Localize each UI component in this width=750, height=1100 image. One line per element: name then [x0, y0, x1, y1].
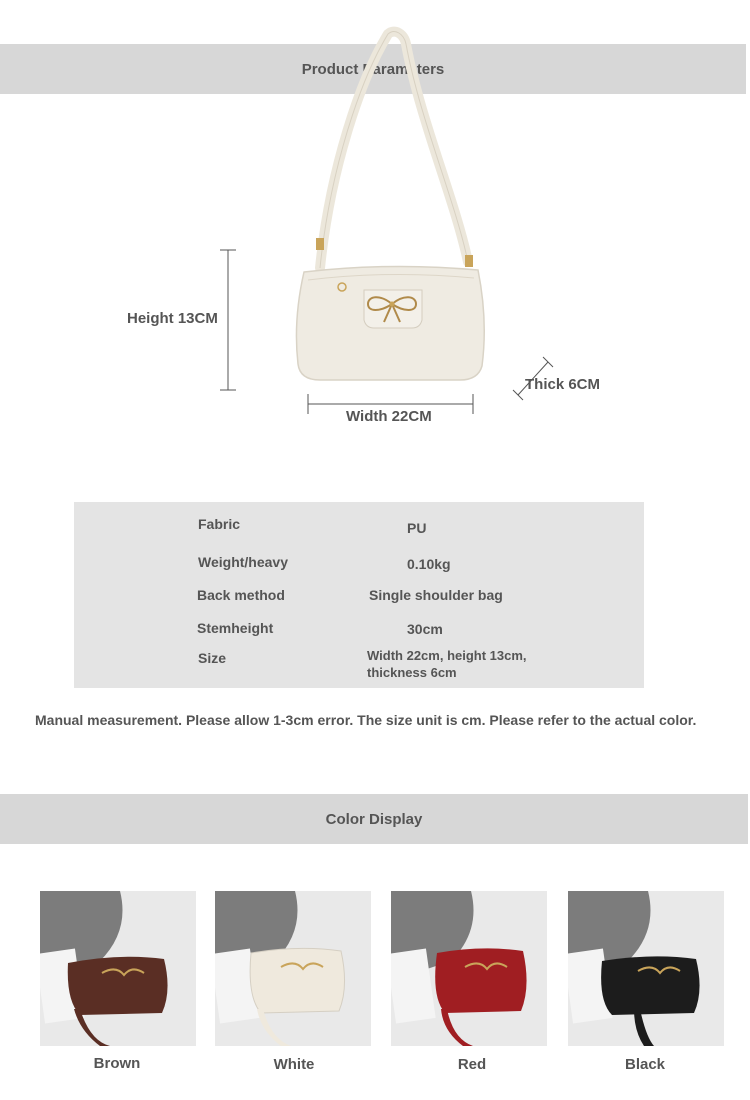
param-value: PU: [407, 520, 427, 536]
color-name: White: [273, 1056, 315, 1073]
height-label: Height 13CM: [127, 310, 218, 327]
bag-photo: [215, 891, 371, 1046]
width-label: Width 22CM: [346, 408, 432, 425]
color-swatch-black[interactable]: [568, 891, 724, 1046]
bag-photo: [568, 891, 724, 1046]
section-title: Color Display: [325, 810, 423, 828]
color-name: Brown: [93, 1055, 141, 1072]
color-name: Black: [624, 1056, 666, 1073]
measurement-note: Manual measurement. Please allow 1-3cm error. The size unit is cm. Please refer to the actual color.: [35, 712, 697, 728]
param-key: Fabric: [198, 516, 241, 532]
color-swatch-brown[interactable]: [40, 891, 196, 1046]
bag-photo: [40, 891, 196, 1046]
param-key: Weight/heavy: [198, 554, 288, 570]
param-value: 0.10kg: [407, 556, 451, 572]
parameter-table: [74, 502, 644, 688]
color-swatch-white[interactable]: [215, 891, 371, 1046]
thick-label: Thick 6CM: [525, 376, 601, 393]
param-value: Single shoulder bag: [369, 587, 503, 603]
color-display-header: [0, 794, 748, 844]
param-value: Width 22cm, height 13cm,: [367, 648, 527, 663]
param-key: Back method: [197, 587, 285, 603]
param-value: thickness 6cm: [367, 665, 457, 680]
bag-photo: [391, 891, 547, 1046]
color-name: Red: [457, 1056, 487, 1073]
param-value: 30cm: [407, 621, 443, 637]
param-key: Stemheight: [197, 620, 274, 636]
param-key: Size: [198, 650, 227, 666]
section-title: Product Parameters: [301, 60, 445, 78]
color-swatch-red[interactable]: [391, 891, 547, 1046]
